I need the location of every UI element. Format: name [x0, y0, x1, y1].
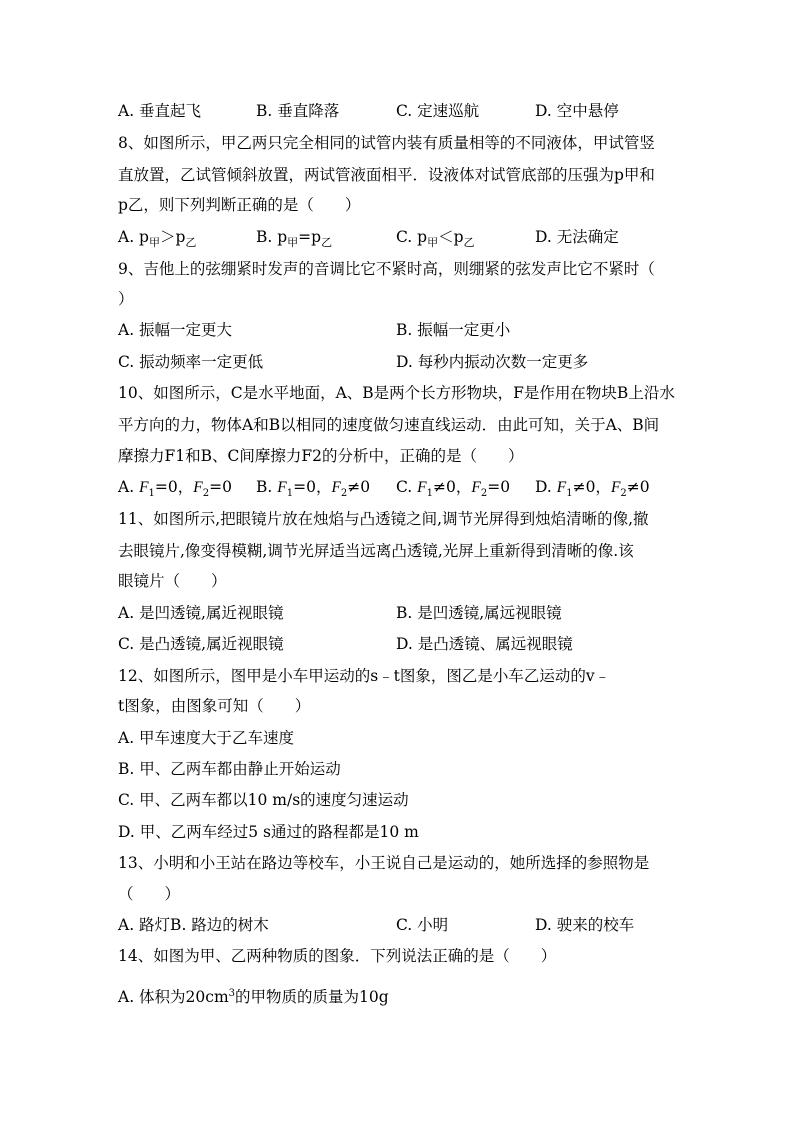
q13-option-ab: A. 路灯B. 路边的树木 [118, 916, 269, 934]
q13-stem-line-2: （ ） [118, 885, 181, 903]
q11-stem-line-3: 眼镜片（ ） [118, 572, 227, 590]
q13-option-d: D. 驶来的校车 [535, 916, 635, 934]
q9-option-b: B. 振幅一定更小 [396, 321, 511, 339]
q7-option-c: C. 定速巡航 [396, 102, 480, 120]
q11-stem-line-2: 去眼镜片,像变得模糊,调节光屏适当远离凸透镜,光屏上重新得到清晰的像.该 [118, 542, 634, 560]
q14-option-a: A. 体积为$20cm^3$的甲物质的质量为10g [118, 988, 389, 1007]
q12-option-b: B. 甲、乙两车都由静止开始运动 [118, 760, 341, 778]
q14-stem-line-1: 14、如图为甲、乙两种物质的图象．下列说法正确的是（ ） [118, 947, 557, 965]
q7-option-b: B. 垂直降落 [256, 102, 340, 120]
q9-option-c: C. 振动频率一定更低 [118, 353, 264, 371]
q10-stem-line-3: 摩擦力F1和B、C间摩擦力F2的分析中，正确的是（ ） [118, 447, 524, 465]
q8-option-a: A. $p_甲>p_乙$ [118, 228, 197, 250]
q8-option-b: B. $p_甲=p_乙$ [256, 228, 333, 250]
q13-stem-line-1: 13、小明和小王站在路边等校车，小王说自己是运动的，她所选择的参照物是 [118, 854, 650, 872]
q11-stem-line-1: 11、如图所示,把眼镜片放在烛焰与凸透镜之间,调节光屏得到烛焰清晰的像,撤 [118, 510, 649, 528]
q12-option-a: A. 甲车速度大于乙车速度 [118, 729, 295, 747]
q9-stem-line-1: 9、吉他上的弦绷紧时发声的音调比它不紧时高，则绷紧的弦发声比它不紧时（ [118, 260, 655, 278]
q12-option-c: C. 甲、乙两车都以10 m/s的速度匀速运动 [118, 791, 409, 809]
q9-option-d: D. 每秒内振动次数一定更多 [396, 353, 589, 371]
q10-stem-line-1: 10、如图所示，C是水平地面，A、B是两个长方形物块，F是作用在物块B上沿水 [118, 384, 675, 402]
q7-option-d: D. 空中悬停 [535, 102, 619, 120]
q9-stem-line-2: ） [118, 290, 134, 308]
q12-option-d: D. 甲、乙两车经过5 s通过的路程都是10 m [118, 823, 419, 841]
q10-option-b: B. $F_1=0$，$F_2\ne 0$ [256, 478, 371, 500]
q13-option-c: C. 小明 [396, 916, 449, 934]
q10-option-d: D. $F_1\ne 0$，$F_2\ne 0$ [535, 478, 650, 500]
q9-option-a: A. 振幅一定更大 [118, 321, 233, 339]
q8-option-d: D. 无法确定 [535, 228, 619, 246]
q10-option-c: C. $F_1\ne 0$，$F_2=0$ [396, 478, 511, 500]
q11-option-b: B. 是凹透镜,属远视眼镜 [396, 604, 562, 622]
q8-stem-line-2: 直放置，乙试管倾斜放置，两试管液面相平．设液体对试管底部的压强为p甲和 [118, 166, 655, 184]
q8-stem-line-3: p乙，则下列判断正确的是（ ） [118, 196, 361, 214]
q10-option-a: A. $F_1=0$，$F_2=0$ [118, 478, 232, 500]
q8-stem-line-1: 8、如图所示，甲乙两只完全相同的试管内装有质量相等的不同液体，甲试管竖 [118, 134, 655, 152]
q11-option-c: C. 是凸透镜,属近视眼镜 [118, 635, 284, 653]
q11-option-d: D. 是凸透镜、属远视眼镜 [396, 635, 573, 653]
q12-stem-line-1: 12、如图所示，图甲是小车甲运动的s﹣t图象，图乙是小车乙运动的v﹣ [118, 667, 611, 685]
q7-option-a: A. 垂直起飞 [118, 102, 202, 120]
q11-option-a: A. 是凹透镜,属近视眼镜 [118, 604, 284, 622]
q12-stem-line-2: t图象，由图象可知（ ） [118, 697, 311, 715]
q8-option-c: C. $p_甲<p_乙$ [396, 228, 475, 250]
q10-stem-line-2: 平方向的力，物体A和B以相同的速度做匀速直线运动．由此可知，关于A、B间 [118, 416, 660, 434]
